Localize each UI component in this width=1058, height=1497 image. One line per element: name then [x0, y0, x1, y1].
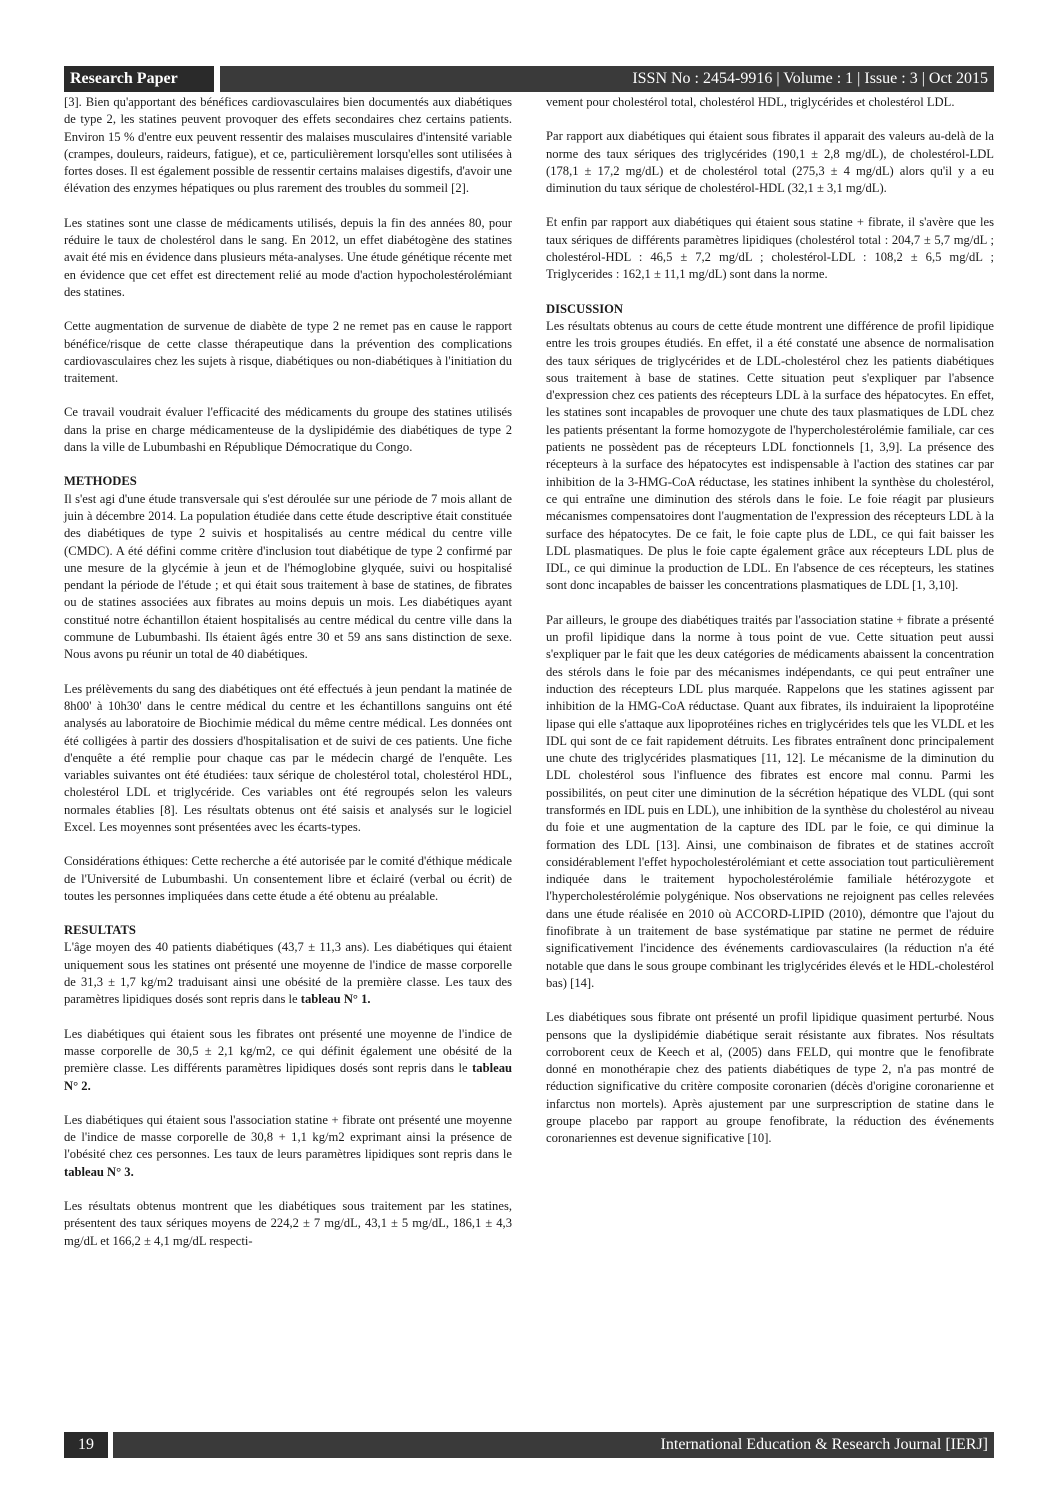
paragraph: Ce travail voudrait évaluer l'efficacité des médicaments du groupe des statines utilisés dans la prise en charge médicamenteuse de la dyslipidémie des diabétiques de type 2 dans la ville de Lubumbashi en République Démocratique du Congo.: [64, 405, 512, 455]
table-reference: tableau N° 1.: [300, 992, 371, 1007]
paragraph: [64, 1112, 512, 1181]
journal-name: International Education & Research Journal [IERJ]: [660, 1436, 988, 1453]
header-label: Research Paper: [64, 66, 214, 92]
paragraph: Les statines sont une classe de médicaments utilisés, depuis la fin des années 80, pour réduire le taux de cholestérol dans le sang. En 2012, un effet diabétogène des statines avait été mis en évidence dans plusieurs méta-analyses. Une étude génétique récente met en évidence que cet effet est directement relié au mode d'action hypocholestérolémiant des statines.: [64, 215, 512, 299]
paragraph: Par rapport aux diabétiques qui étaient sous fibrates il apparait des valeurs au-delà de la norme des taux sériques des triglycérides (190,1 ± 2,8 mg/dL), de cholestérol-LDL (178,1 ± 17,2 mg/dL) et de cholestérol total (275,3 ± 4 mg/dL) alors qu'il y a eu diminution du taux sérique de cholestérol-HDL (32,1 ± 3,1 mg/dL).: [546, 129, 994, 196]
section-heading-resultats: RESULTATS: [64, 923, 136, 938]
header-bar: [64, 66, 994, 92]
table-reference: tableau N° 2.: [64, 1061, 512, 1093]
paragraph: [64, 1026, 512, 1095]
left-column: [64, 94, 512, 1267]
paragraph: Il s'est agi d'une étude transversale qui s'est déroulée sur une période de 7 mois allant de juin à décembre 2014. La population étudiée dans cette étude descriptive était constituée des diabétiques de type 2 suivis et hospitalisés au centre médical du centre ville (CMDC). A été défini comme critère d'inclusion tout diabétique de type 2 confirmé par une mesure de la glycémie à jeun et de l'hémoglobine glyquée, suivi ou hospitalisé pendant la période de l'étude ; et qui était sous traitement à base de statines, de fibrates ou de statines associées aux fibrates au moins depuis un mois. Les diabétiques ayant constitué notre échantillon étaient hospitalisés au centre médical du centre ville dans la commune de Lubumbashi. Ils étaient âgés entre 30 et 59 ans sans distinction de sexe. Nous avons pu réunir un total de 40 diabétiques.: [64, 491, 512, 662]
paragraph: Les résultats obtenus au cours de cette étude montrent une différence de profil lipidique entre les trois groupes étudiés. En effet, il a été constaté une absence de normalisation des taux sériques de triglycérides et de LDL-cholestérol chez les patients diabétiques sous traitement à base de statines. Cette situation peut s'expliquer par l'absence d'expression chez ces patients des récepteurs LDL à la surface des hépatocytes. En effet, les statines sont incapables de provoquer une chute des taux plasmatiques de LDL chez les patients présentant la forme homozygote de l'hypercholestérolémie familiale, car ces patients ne possèdent pas de récepteurs LDL fonctionnels [1, 3,9]. La présence des récepteurs à la surface des hépatocytes est indispensable à l'action des statines car par inhibition de la 3-HMG-CoA réductase, les statines inhibent la synthèse du cholestérol, ce qui entraîne une diminution des stérols dans le foie. Le foie réagit par plusieurs mécanismes compensatoires dont l'augmentation de l'expression des récepteurs LDL à la surface des hépatocytes. De ce fait, le foie capte plus de LDL, ce qui fait baisser les LDL plasmatiques. De plus le foie capte également grâce aux récepteurs LDL plus de IDL, ce qui diminue la production de LDL. En l'absence de ces récepteurs, les statines sont donc incapables de baisser les concentrations plasmatiques de LDL [1, 3,10].: [546, 318, 994, 593]
header-issn: ISSN No : 2454-9916 | Volume : 1 | Issue : 3 | Oct 2015: [632, 70, 988, 87]
table-reference: tableau N° 3.: [64, 1164, 134, 1179]
paragraph: Par ailleurs, le groupe des diabétiques traités par l'association statine + fibrate a présenté un profil lipidique dans la norme à tous point de vue. Cette situation peut aussi s'expliquer par le fait que les deux catégories de médicaments abaissent la concentration des stérols dans le foie par des mécanismes indépendants, ce qui peut entraîner une induction des récepteurs LDL plus marquée. Rappelons que les statines agissent par inhibition de la HMG-CoA réductase. Quant aux fibrates, ils induiraient la lipoprotéine lipase qui elle s'attaque aux lipoprotéines riches en triglycérides tels que les VLDL et les IDL qui sont de ce fait rapidement détruits. Les fibrates entraînent donc principalement une chute des triglycérides plasmatiques [11, 12]. Le mécanisme de la diminution du LDL cholestérol sous l'influence des fibrates est encore mal connu. Parmi les possibilités, on peut citer une diminution de la sécrétion hépatique des VLDL (qui sont transformés en IDL puis en LDL), une inhibition de la synthèse du cholestérol au niveau du foie et une augmentation de la capture des IDL par le foie, ce qui diminue la formation des LDL [13]. Ainsi, une combinaison de fibrates et de statines accroît considérablement l'effet hypocholestérolémiant et cette association tout particulièrement indiquée dans le traitement hypocholestérolémie familiale hétérozygote et l'hypercholestérolémie polygénique. Nos observations ne rejoignent pas celles relevées dans une étude réalisée en 2010 où ACCORD-LIPID (2010), démontre que l'ajout du finofibrate à un traitement de base systématique par statine ne permet de réduire significativement l'incidence des événements cardiovasculaires (la réduction n'a été notable que dans le sous groupe combinant les triglycérides élevés et le HDL-cholestérol bas) [14].: [546, 612, 994, 990]
paragraph: Les prélèvements du sang des diabétiques ont été effectués à jeun pendant la matinée de 8h00' à 10h30' dans le centre médical du centre et les échantillons sanguins ont été analysés au laboratoire de Biochimie médical du même centre médical. Les données ont été colligées à partir des dossiers d'hospitalisation et de suivi de ces patients. Une fiche d'enquête a été remplie pour chaque cas par le médecin chargé de l'enquête. Les variables suivantes ont été étudiées: taux sérique de cholestérol total, cholestérol HDL, cholestérol LDL et triglycéride. Ces variables ont été regroupés selon les valeurs normales établies [8]. Les résultats obtenus ont été saisis et analysés sur le logiciel Excel. Les moyennes sont présentées avec les écarts-types.: [64, 681, 512, 834]
paragraph-text: Les diabétiques qui étaient sous l'association statine + fibrate ont présenté une moyenne de l'indice de masse corporelle de 30,8 + 1,1 kg/m2 exprimant ainsi la présence de l'obésité chez ces personnes. Les taux de leurs paramètres lipidiques sont repris dans le: [64, 1112, 512, 1162]
section-heading-methodes: METHODES: [64, 474, 137, 489]
paragraph: [3]. Bien qu'apportant des bénéfices cardiovasculaires bien documentés aux diabétiques de type 2, les statines peuvent provoquer des effets secondaires chez certains patients. Environ 15 % d'entre eux peuvent ressentir des malaises musculaires d'intensité variable (crampes, douleurs, raideurs, fatigue), et ce, particulièrement lorsqu'elles sont utilisées à fortes doses. Il est également possible de ressentir certains malaises digestifs, d'avoir une élévation des enzymes hépatiques ou plus rarement des troubles du sommeil [2].: [64, 95, 512, 196]
paragraph: vement pour cholestérol total, cholestérol HDL, triglycérides et cholestérol LDL.: [546, 95, 955, 109]
section-heading-discussion: DISCUSSION: [546, 301, 623, 316]
footer-bar: [64, 1432, 994, 1458]
paragraph: Les résultats obtenus montrent que les diabétiques sous traitement par les statines, présentent des taux sériques moyens de 224,2 ± 7 mg/dL, 43,1 ± 5 mg/dL, 186,1 ± 4,3 mg/dL et 166,2 ± 4,1 mg/dL respecti-: [64, 1199, 512, 1248]
right-column: [546, 94, 994, 1165]
page-number: 19: [64, 1432, 108, 1458]
paragraph: Et enfin par rapport aux diabétiques qui étaient sous statine + fibrate, il s'avère que les taux sériques de différents paramètres lipidiques (cholestérol total : 204,7 ± 5,7 mg/dL ; cholestérol-HDL : 46,5 ± 7,2 mg/dL ; cholestérol-LDL : 108,2 ± 6,5 mg/dL ; Triglycerides : 162,1 ± 11,1 mg/dL) sont dans la norme.: [546, 215, 994, 282]
paragraph-text: L'âge moyen des 40 patients diabétiques (43,7 ± 11,3 ans). Les diabétiques qui étaient uniquement sous les statines ont présenté une moyenne de l'indice de masse corporelle de 31,3 ± 1,7 kg/m2 traduisant ainsi une obésité de la première classe. Les taux des paramètres lipidiques dosés sont repris dans le: [64, 940, 512, 1007]
paragraph: [64, 939, 512, 1008]
paragraph-text: Les diabétiques qui étaient sous les fibrates ont présenté une moyenne de l'indice de masse corporelle de 30,5 ± 2,1 kg/m2, ce qui définit également une obésité de la première classe. Les différents paramètres lipidiques dosés sont repris dans le: [64, 1026, 512, 1076]
paragraph: Considérations éthiques: Cette recherche a été autorisée par le comité d'éthique médicale de l'Université de Lubumbashi. Un consentement libre et éclairé (verbal ou écrit) de toutes les personnes impliquées dans cette étude a été obtenu au préalable.: [64, 854, 512, 903]
paragraph: Cette augmentation de survenue de diabète de type 2 ne remet pas en cause le rapport bénéfice/risque de cette classe thérapeutique dans la prévention des complications cardiovasculaires chez les sujets à risque, diabétiques ou non-diabétiques à l'initiation du traitement.: [64, 319, 512, 386]
paragraph: Les diabétiques sous fibrate ont présenté un profil lipidique quasiment perturbé. Nous pensons que la dyslipidémie diabétique serait résistante aux fibrates. Nos résultats corroborent ceux de Keech et al, (2005) dans FELD, qui montre que le fenofibrate donné en monothérapie chez des patients diabétiques de type 2, n'a pas montré de réduction significative du critère composite coronarien (décès d'origine coronarienne et infarctus non mortels). Après ajustement par une surprescription de statine dans le groupe placebo par rapport au groupe fenofibrate, la réduction des événements coronariennes est devenue significative [10].: [546, 1010, 994, 1146]
